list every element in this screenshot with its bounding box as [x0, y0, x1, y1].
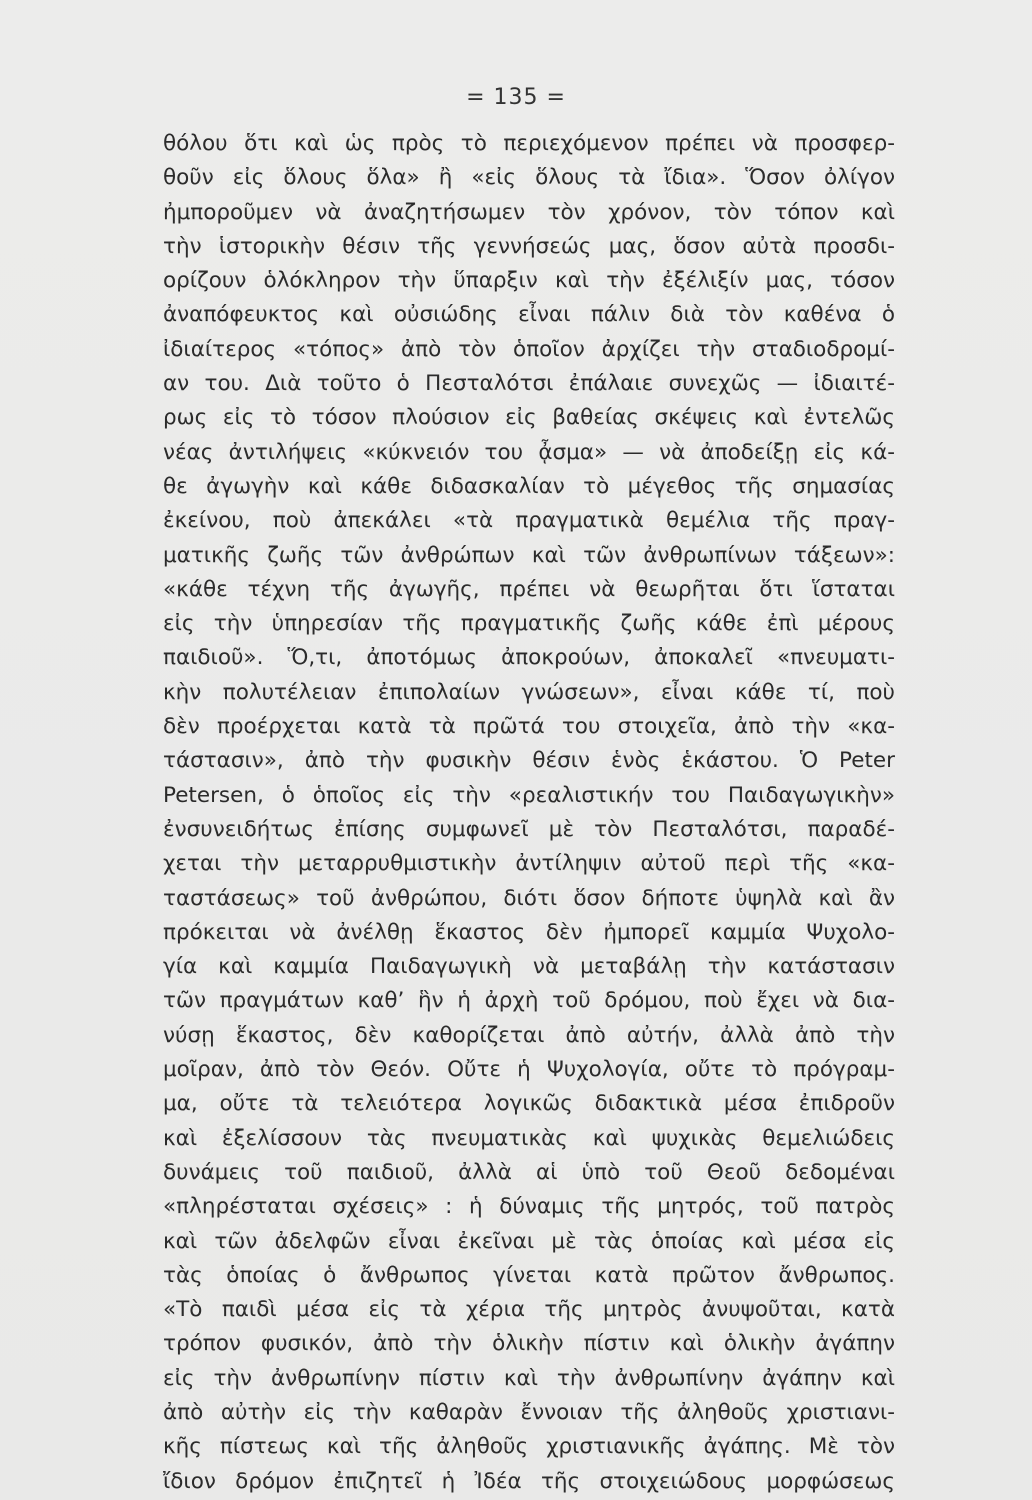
text-line: χεται τὴν μεταρρυθμιστικὴν ἀντίληψιν αὐτοῦ περὶ τῆς «κα- [163, 851, 895, 877]
text-line: τὰς ὁποίας ὁ ἄνθρωπος γίνεται κατὰ πρῶτον ἄνθρωπος. [163, 1262, 895, 1288]
text-line: μοῖραν, ἀπὸ τὸν Θεόν. Οὔτε ἡ Ψυχολογία, οὔτε τὸ πρόγραμ- [163, 1057, 895, 1083]
page-number: = 135 = [466, 85, 566, 110]
text-line: μα, οὔτε τὰ τελειότερα λογικῶς διδακτικὰ μέσα ἐπιδροῦν [163, 1091, 895, 1117]
text-line: θε ἀγωγὴν καὶ κάθε διδασκαλίαν τὸ μέγεθος τῆς σημασίας [163, 473, 895, 499]
text-line: αν του. Διὰ τοῦτο ὁ Πεσταλότσι ἐπάλαιε συνεχῶς — ἰδιαιτέ- [163, 371, 895, 397]
text-line: ρως εἰς τὸ τόσον πλούσιον εἰς βαθείας σκέψεις καὶ ἐντελῶς [163, 405, 895, 431]
text-line: ἰδιαίτερος «τόπος» ἀπὸ τὸν ὁποῖον ἀρχίζει τὴν σταδιοδρομί- [163, 336, 895, 362]
text-line: τῶν πραγμάτων καθ’ ἣν ἡ ἀρχὴ τοῦ δρόμου, ποὺ ἔχει νὰ δια- [163, 988, 895, 1014]
text-line: καὶ τῶν ἀδελφῶν εἶναι ἐκεῖναι μὲ τὰς ὁποίας καὶ μέσα εἰς [163, 1228, 895, 1254]
text-line: «Τὸ παιδὶ μέσα εἰς τὰ χέρια τῆς μητρὸς ἀνυψοῦται, κατὰ [163, 1297, 895, 1323]
text-line: εἰς τὴν ὑπηρεσίαν τῆς πραγματικῆς ζωῆς κάθε ἐπὶ μέρους [163, 611, 895, 637]
body-text [163, 127, 895, 1499]
text-line: τάστασιν», ἀπὸ τὴν φυσικὴν θέσιν ἑνὸς ἑκάστου. Ὁ Peter [163, 748, 895, 774]
text-line: ορίζουν ὁλόκληρον τὴν ὕπαρξιν καὶ τὴν ἐξέλιξίν μας, τόσον [163, 268, 895, 294]
text-line: Petersen, ὁ ὁποῖος εἰς τὴν «ρεαλιστικήν του Παιδαγωγικὴν» [163, 782, 895, 808]
text-line: ἀπὸ αὐτὴν εἰς τὴν καθαρὰν ἔννοιαν τῆς ἀληθοῦς χριστιανι- [163, 1399, 895, 1425]
text-line: καὶ ἐξελίσσουν τὰς πνευματικὰς καὶ ψυχικὰς θεμελιώδεις [163, 1125, 895, 1151]
text-line: νέας ἀντιλήψεις «κύκνειόν του ᾆσμα» — νὰ ἀποδείξῃ εἰς κά- [163, 439, 895, 465]
text-line: ἠμποροῦμεν νὰ ἀναζητήσωμεν τὸν χρόνον, τὸν τόπον καὶ [163, 199, 895, 225]
text-line: ἴδιον δρόμον ἐπιζητεῖ ἡ Ἰδέα τῆς στοιχειώδους μορφώσεως [163, 1468, 895, 1494]
text-line: εἰς τὴν ἀνθρωπίνην πίστιν καὶ τὴν ἀνθρωπίνην ἀγάπην καὶ [163, 1365, 895, 1391]
text-line: παιδιοῦ». Ὅ,τι, ἀποτόμως ἀποκρούων, ἀποκαλεῖ «πνευματι- [163, 645, 895, 671]
text-line: ματικῆς ζωῆς τῶν ἀνθρώπων καὶ τῶν ἀνθρωπίνων τάξεων»: [163, 542, 895, 568]
text-line: κῆς πίστεως καὶ τῆς ἀληθοῦς χριστιανικῆς ἀγάπης. Μὲ τὸν [163, 1434, 895, 1460]
text-line: ἀναπόφευκτος καὶ οὐσιώδης εἶναι πάλιν διὰ τὸν καθένα ὁ [163, 302, 895, 328]
text-line: νύσῃ ἕκαστος, δὲν καθορίζεται ἀπὸ αὐτήν, ἀλλὰ ἀπὸ τὴν [163, 1022, 895, 1048]
text-line: ταστάσεως» τοῦ ἀνθρώπου, διότι ὅσον δήποτε ὑψηλὰ καὶ ἂν [163, 885, 895, 911]
text-line: «κάθε τέχνη τῆς ἀγωγῆς, πρέπει νὰ θεωρῆται ὅτι ἵσταται [163, 576, 895, 602]
text-line: θοῦν εἰς ὅλους ὅλα» ἢ «εἰς ὅλους τὰ ἴδια». Ὅσον ὀλίγον [163, 165, 895, 191]
text-line: κὴν πολυτέλειαν ἐπιπολαίων γνώσεων», εἶναι κάθε τί, ποὺ [163, 679, 895, 705]
text-line: ἐνσυνειδήτως ἐπίσης συμφωνεῖ μὲ τὸν Πεσταλότσι, παραδέ- [163, 816, 895, 842]
text-line: θόλου ὅτι καὶ ὡς πρὸς τὸ περιεχόμενον πρέπει νὰ προσφερ- [163, 131, 895, 156]
text-line: γία καὶ καμμία Παιδαγωγικὴ νὰ μεταβάλῃ τὴν κατάστασιν [163, 954, 895, 980]
text-line: ἐκείνου, ποὺ ἀπεκάλει «τὰ πραγματικὰ θεμέλια τῆς πραγ- [163, 508, 895, 534]
text-line: «πληρέσταται σχέσεις» : ἡ δύναμις τῆς μητρός, τοῦ πατρὸς [163, 1194, 895, 1220]
text-line: δὲν προέρχεται κατὰ τὰ πρῶτά του στοιχεῖα, ἀπὸ τὴν «κα- [163, 714, 895, 740]
text-line: δυνάμεις τοῦ παιδιοῦ, ἀλλὰ αἱ ὑπὸ τοῦ Θεοῦ δεδομέναι [163, 1159, 895, 1185]
text-line: τὴν ἱστορικὴν θέσιν τῆς γεννήσεώς μας, ὅσον αὐτὰ προσδι- [163, 233, 895, 259]
text-line: πρόκειται νὰ ἀνέλθῃ ἕκαστος δὲν ἠμπορεῖ καμμία Ψυχολο- [163, 919, 895, 945]
text-line: τρόπον φυσικόν, ἀπὸ τὴν ὁλικὴν πίστιν καὶ ὁλικὴν ἀγάπην [163, 1331, 895, 1357]
